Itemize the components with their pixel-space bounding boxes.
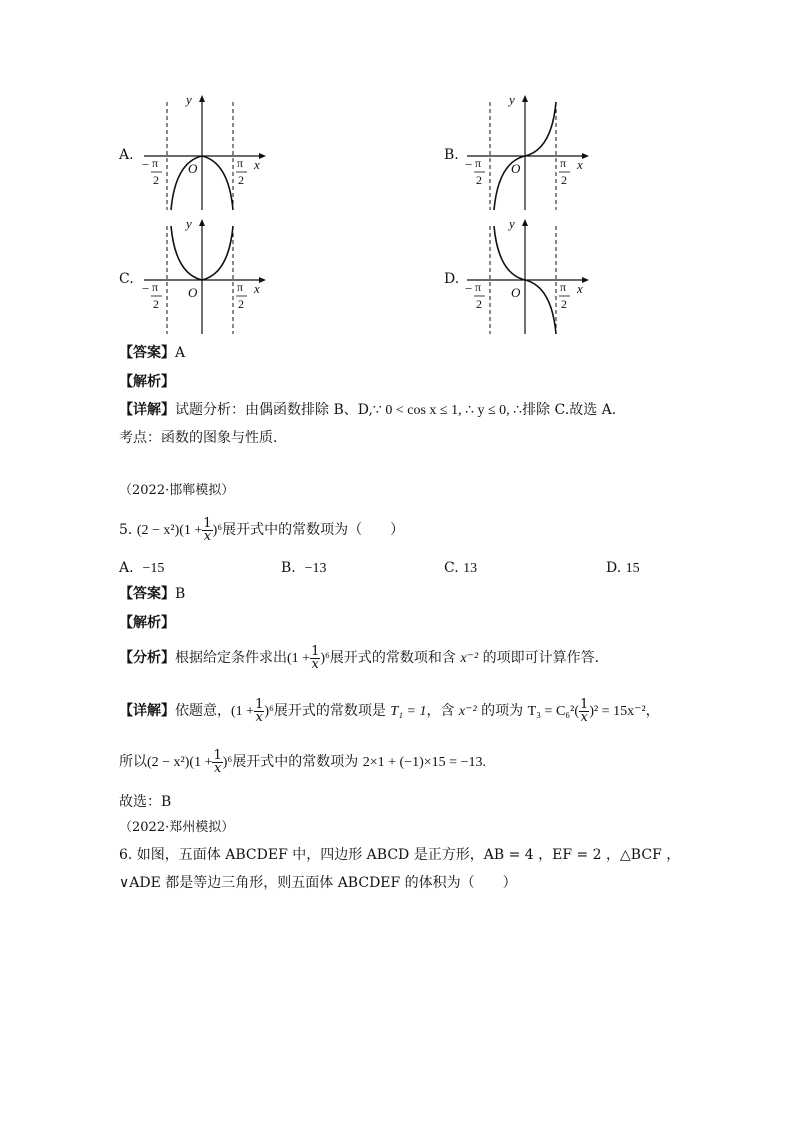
answer-value: A [175, 345, 186, 361]
q5-answer [119, 584, 185, 604]
x-axis-label: x [254, 157, 260, 172]
graph-b [463, 92, 593, 212]
fraction: $\frac{1}{x}$ [203, 515, 212, 544]
fenxi-term: x⁻² [460, 651, 479, 666]
line2-text-a: 所以 [119, 754, 147, 770]
answer-value: B [175, 586, 186, 602]
detail-text-a: 依题意， [175, 703, 231, 719]
graph-c [140, 216, 270, 336]
tick-den-left: 2 [153, 173, 159, 187]
fraction: $\frac{1}{x}$ [580, 696, 589, 725]
q5-choice-a: A. −15 [119, 560, 165, 576]
origin-label: O [511, 285, 521, 300]
tick-den-right: 2 [561, 173, 567, 187]
x-axis-label: x [254, 281, 260, 296]
graph-a [140, 92, 270, 212]
answer-tag: 【答案】 [119, 586, 175, 602]
question-number: 5. [119, 522, 133, 538]
q4-answer [119, 343, 185, 363]
detail-tag: 【详解】 [119, 703, 175, 719]
tick-den-right: 2 [561, 297, 567, 311]
tick-den-left: 2 [153, 297, 159, 311]
q6-source: （2022·郑州模拟） [119, 820, 235, 835]
expr-post: )⁶ [212, 523, 223, 538]
origin-label: O [511, 161, 521, 176]
line2-result: 2×1 + (−1)×15 = −13. [362, 755, 486, 770]
detail-expr-pre: (1 + [231, 704, 255, 719]
line2-text-b: 展开式中的常数项为 [232, 754, 359, 770]
fraction: $\frac{1}{x}$ [255, 696, 264, 725]
graph-d [463, 216, 593, 336]
q5-choice-c: C. 13 [444, 560, 478, 576]
tick-num-left: π [475, 156, 482, 170]
q5-conclude: 故选：B [119, 794, 172, 810]
choice-b-label: B. [444, 147, 459, 163]
q5-analysis-tag: 【解析】 [119, 615, 175, 631]
detail-math: ∵ 0 < cos x ≤ 1, ∴ y ≤ 0, ∴ [372, 403, 523, 418]
tick-den-left: 2 [476, 173, 482, 187]
detail-text-b: 展开式的常数项是 [273, 703, 386, 719]
origin-label: O [188, 285, 198, 300]
q5-detail [119, 691, 660, 731]
tick-num-right: π [560, 156, 567, 170]
q5-detail-line2 [119, 742, 486, 782]
detail-term: x⁻² [458, 704, 477, 719]
line2-expr-post: )⁶ [222, 755, 233, 770]
neg-sign: − [142, 281, 150, 296]
neg-sign: − [465, 281, 473, 296]
detail-t1: T₁ = 1 [390, 704, 427, 719]
y-axis-label: y [509, 216, 515, 231]
stem-text: 展开式中的常数项为（ ） [222, 522, 405, 538]
tick-den-left: 2 [476, 297, 482, 311]
tick-den-right: 2 [238, 173, 244, 187]
tick-num-right: π [237, 156, 244, 170]
q5-stem [119, 512, 404, 548]
choice-a-label: A. [119, 147, 134, 163]
origin-label: O [188, 161, 198, 176]
q6-stem-line2: ∨ADE 都是等边三角形，则五面体 ABCDEF 的体积为（ ） [119, 875, 517, 891]
tick-num-left: π [475, 280, 482, 294]
y-axis-label: y [186, 92, 192, 107]
expr-pre: (2 − x²)(1 + [136, 523, 203, 538]
detail-t3-pre: T₃ = C₆²( [527, 704, 580, 719]
fraction: $\frac{1}{x}$ [213, 747, 222, 776]
fraction: $\frac{1}{x}$ [311, 643, 320, 672]
fenxi-text-d: 的项即可计算作答. [482, 650, 600, 666]
q5-choice-d: D. 15 [606, 560, 640, 576]
x-axis-label: x [577, 281, 583, 296]
neg-sign: − [465, 157, 473, 172]
detail-expr-post: )⁶ [264, 704, 274, 719]
choice-d-label: D. [444, 271, 460, 287]
fenxi-expr-pre: (1 + [287, 651, 311, 666]
fenxi-tag: 【分析】 [119, 650, 175, 666]
detail-text-c: 排除 C.故选 A. [522, 402, 617, 418]
q4-kaodian: 考点：函数的图象与性质． [119, 430, 287, 446]
tick-num-right: π [237, 280, 244, 294]
q5-fenxi [119, 640, 599, 676]
q4-analysis-tag: 【解析】 [119, 374, 175, 390]
answer-tag: 【答案】 [119, 345, 175, 361]
q6-stem-line1: 6. 如图，五面体 ABCDEF 中，四边形 ABCD 是正方形，AB = 4 ，EF = 2 ，△BCF ， [119, 847, 681, 863]
neg-sign: − [142, 157, 150, 172]
tick-den-right: 2 [238, 297, 244, 311]
tick-num-left: π [152, 280, 159, 294]
detail-text-f: 的项为 [481, 703, 524, 719]
fenxi-text-a: 根据给定条件求出 [175, 650, 287, 666]
y-axis-label: y [186, 216, 192, 231]
detail-t3-post: )² = 15x⁻² [589, 704, 646, 719]
q4-detail [119, 400, 616, 421]
detail-text-a: 试题分析：由偶函数排除 B、D, [175, 402, 373, 418]
x-axis-label: x [577, 157, 583, 172]
line2-expr-pre: (2 − x²)(1 + [147, 755, 213, 770]
fenxi-text-b: 展开式的常数项和含 [329, 650, 456, 666]
detail-tag: 【详解】 [119, 402, 175, 418]
q5-choice-b: B. −13 [281, 560, 327, 576]
tick-num-right: π [560, 280, 567, 294]
y-axis-label: y [509, 92, 515, 107]
detail-comma: ， [645, 703, 660, 719]
tick-num-left: π [152, 156, 159, 170]
fenxi-expr-post: )⁶ [320, 651, 330, 666]
choice-c-label: C. [119, 271, 134, 287]
detail-text-d: ，含 [426, 703, 455, 719]
q5-source: （2022·邯郸模拟） [119, 483, 235, 498]
